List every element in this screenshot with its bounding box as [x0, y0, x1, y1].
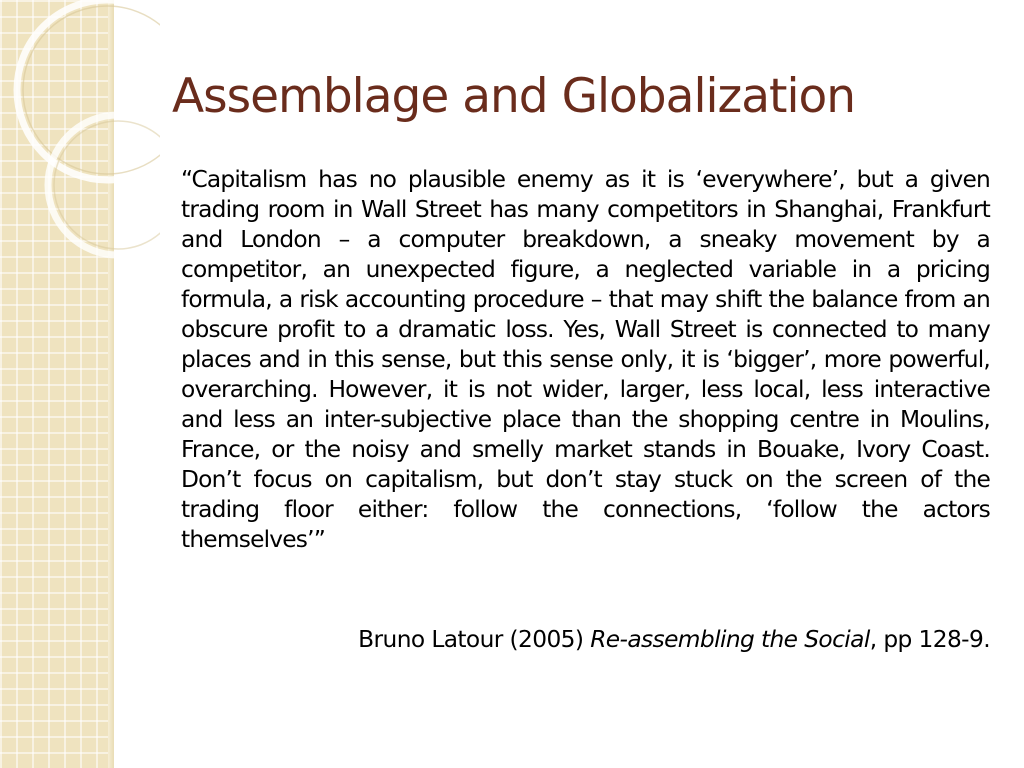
slide-title: Assemblage and Globalization [172, 69, 856, 124]
small-ring-inner-edge [54, 121, 160, 249]
quote-citation [358, 625, 990, 655]
large-ring-shape [17, 0, 160, 180]
decorative-rings [0, 0, 160, 300]
small-ring-shape [48, 115, 160, 255]
citation-work-title: Re-assembling the Social [590, 626, 870, 653]
quote-text: “Capitalism has no plausible enemy as it is ‘everywhere’, but a given trading room in Wall Street has many competitors in Shanghai, Frankfurt and London – a computer breakdown, a sneaky movement by a competitor, an unexpected figure, a neglected variable in a pricing formula, a risk accounting procedure – that may shift the balance from an obscure profit to a dramatic loss. Yes, Wall Street is connected to many places and in this sense, but this sense only, it is ‘bigger’, more powerful, overarching. However, it is not wider, larger, less local, less interactive and less an inter-subjective place than the shopping centre in Moulins, France, or the noisy and smelly market stands in Bouake, Ivory Coast. Don’t focus on capitalism, but don’t stay stuck on the screen of the trading floor either: follow the connections, ‘follow the actors themselves’” [181, 166, 990, 553]
citation-author-year: Bruno Latour (2005) [358, 626, 591, 653]
citation-pages: , pp 128-9. [869, 626, 990, 653]
